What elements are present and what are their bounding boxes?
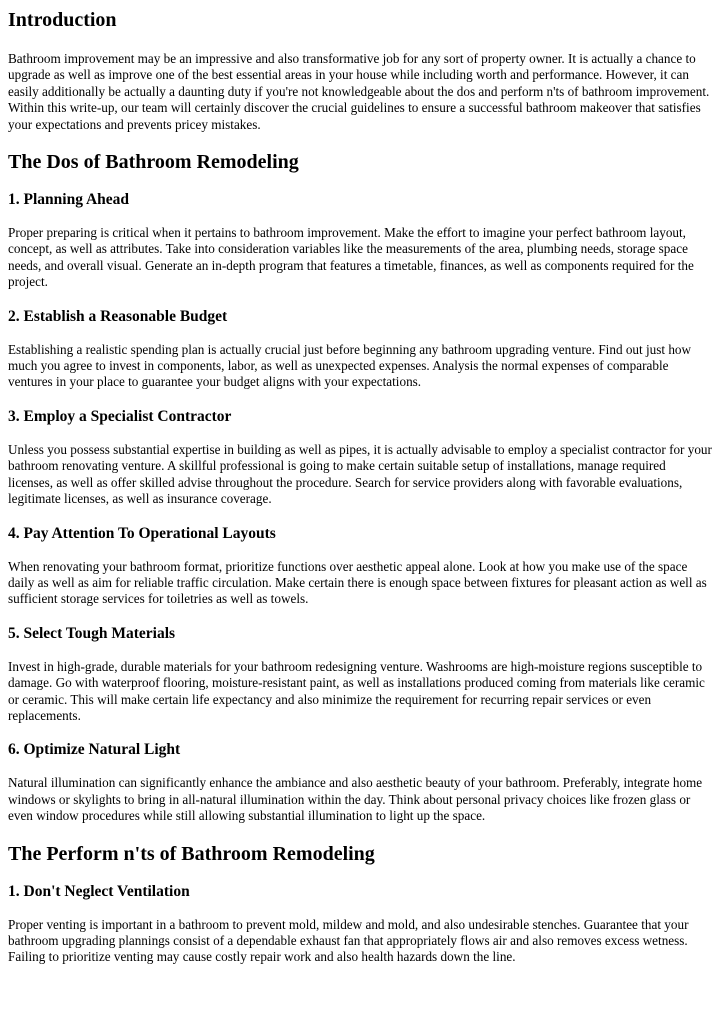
donts-item-body: Proper venting is important in a bathroom to prevent mold, mildew and mold, and also undesirable stenches. Guarantee that your bathroom upgrading plannings consist of a dependable exhaust fan that appropriately flows air and also removes excess wetness. Failing to prioritize venting may cause costly repair work and also health hazards down the line.	[8, 916, 689, 965]
dos-item-body: When renovating your bathroom format, prioritize functions over aesthetic appeal alone. Look at how you make use of the space daily as well as aim for reliable traffic circulation. Make certain there is enough space between fixtures for pleasant action as well as sufficient storage services for toiletries as well as towels.	[8, 558, 707, 607]
dos-item-body: Establishing a realistic spending plan is actually crucial just before beginning any bathroom upgrading venture. Find out just how much you agree to invest in components, labor, as well as unexpected expenses. Analysis the normal expenses of comparable ventures in your place to guarantee your budget aligns with your expectations.	[8, 341, 692, 390]
intro-heading: Introduction	[8, 9, 117, 31]
dos-item-natural-light	[8, 741, 712, 824]
donts-heading: The Perform n'ts of Bathroom Remodeling	[8, 842, 375, 865]
dos-item-title: 5. Select Tough Materials	[8, 624, 176, 642]
donts-item-ventilation	[8, 883, 712, 966]
dos-item-title: 6. Optimize Natural Light	[8, 741, 181, 759]
dos-item-materials	[8, 625, 712, 725]
dos-item-layouts	[8, 525, 712, 608]
dos-item-body: Invest in high-grade, durable materials for your bathroom redesigning venture. Washrooms are high-moisture regions susceptible to damage. Go with waterproof flooring, moisture-resistant paint, as well as installations produced coming from materials like ceramic or ceramic. This will make certain life expectancy and also minimize the requirement for recurring repair services or even replacements.	[8, 658, 705, 723]
dos-item-body: Unless you possess substantial expertise in building as well as pipes, it is actually advisable to employ a specialist contractor for your bathroom renovating venture. A skillful professional is going to make certain suitable setup of installations, manage required licenses, as well as offer skilled advise throughout the procedure. Search for service providers along with favorable evaluations, legitimate licenses, as well as insurance coverage.	[8, 441, 712, 507]
donts-item-title: 1. Don't Neglect Ventilation	[8, 882, 190, 900]
dos-item-body: Natural illumination can significantly enhance the ambiance and also aesthetic beauty of your bathroom. Preferably, integrate home windows or skylights to bring in all-natural illumination within the day. Think about personal privacy choices like frozen glass or even window procedures while still allowing substantial illumination to light up the space.	[8, 775, 703, 824]
dos-item-contractor	[8, 408, 712, 508]
dos-item-title: 3. Employ a Specialist Contractor	[8, 407, 232, 425]
dos-item-title: 2. Establish a Reasonable Budget	[8, 307, 228, 325]
dos-item-title: 4. Pay Attention To Operational Layouts	[8, 524, 276, 542]
dos-heading: The Dos of Bathroom Remodeling	[8, 151, 299, 174]
dos-item-planning	[8, 191, 712, 291]
dos-item-budget	[8, 308, 712, 391]
dos-item-title: 1. Planning Ahead	[8, 191, 130, 209]
intro-paragraph: Bathroom improvement may be an impressive and also transformative job for any sort of property owner. It is actually a chance to upgrade as well as improve one of the best essential areas in your house while including worth and performance. However, it can easily additionally be actually a daunting duty if you're not knowledgeable about the dos and perform n'ts of bathroom improvement. Within this write-up, our team will certainly discover the crucial guidelines to ensure a successful bathroom makeover that satisfies your expectations and prevents pricey mistakes.	[8, 51, 710, 132]
dos-item-body: Proper preparing is critical when it pertains to bathroom improvement. Make the effort to imagine your perfect bathroom layout, concept, as well as attributes. Take into consideration variables like the measurements of the area, plumbing needs, storage space needs, and overall visual. Generate an in-depth program that features a timetable, finances, as well as components required for the project.	[8, 225, 694, 290]
